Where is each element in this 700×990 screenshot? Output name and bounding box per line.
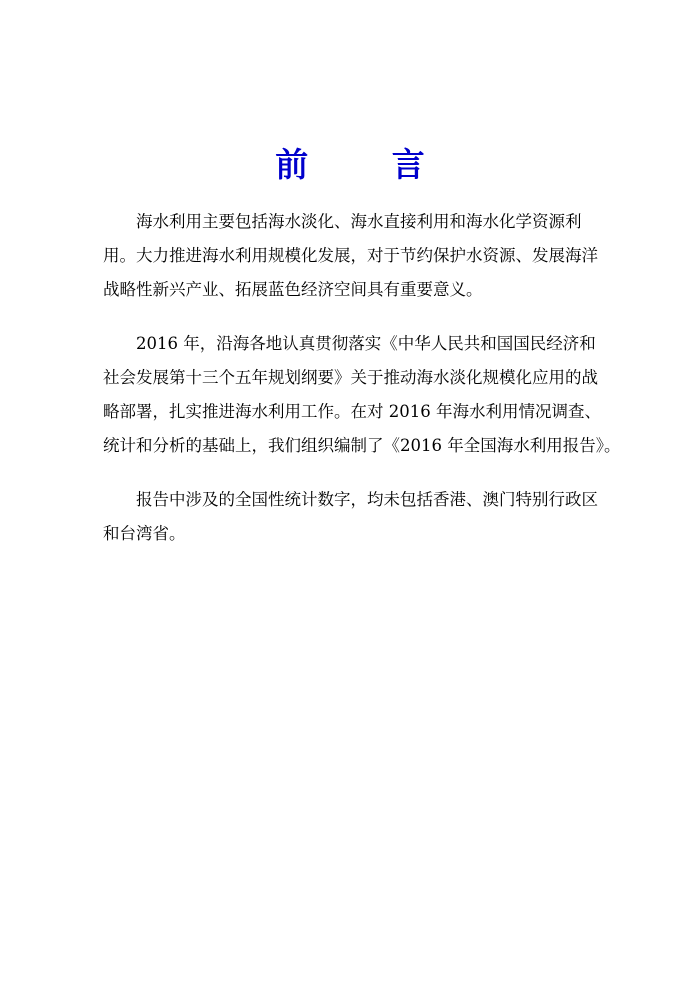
page-title: 前 言 — [275, 145, 461, 184]
paragraph-2 — [103, 327, 621, 463]
preface-body — [103, 205, 621, 571]
paragraph-line: 和台湾省。 — [103, 524, 186, 543]
paragraph-3 — [103, 483, 599, 551]
paragraph-line: 略部署，扎实推进海水利用工作。在对 2016 年海水利用情况调查、 — [103, 402, 601, 421]
paragraph-line: 统计和分析的基础上，我们组织编制了《2016 年全国海水利用报告》。 — [103, 436, 621, 455]
paragraph-line: 用。大力推进海水利用规模化发展，对于节约保护水资源、发展海洋 — [103, 246, 598, 265]
paragraph-line: 报告中涉及的全国性统计数字，均未包括香港、澳门特别行政区 — [136, 490, 598, 509]
paragraph-line: 社会发展第十三个五年规划纲要》关于推动海水淡化规模化应用的战 — [103, 368, 598, 387]
paragraph-line: 2016 年，沿海各地认真贯彻落实《中华人民共和国国民经济和 — [136, 334, 596, 353]
paragraph-line: 海水利用主要包括海水淡化、海水直接利用和海水化学资源利 — [136, 212, 582, 231]
paragraph-1 — [103, 205, 599, 307]
paragraph-line: 战略性新兴产业、拓展蓝色经济空间具有重要意义。 — [103, 280, 483, 299]
